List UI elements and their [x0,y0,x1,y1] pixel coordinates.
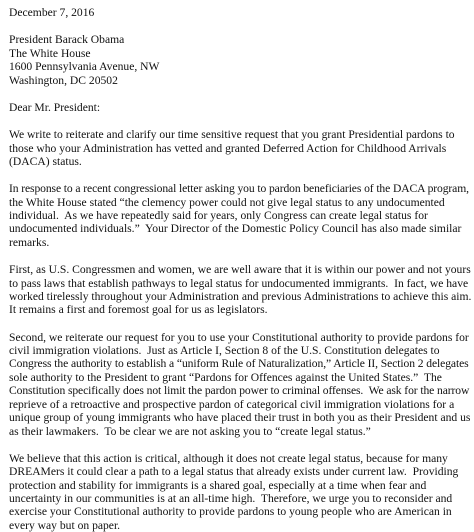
body-paragraph-1 [9,128,471,168]
letter-page [9,6,471,532]
recipient-address [9,33,471,87]
paragraph-spacer [9,317,471,331]
letter-date: December 7, 2016 [9,6,95,19]
paragraph-spacer [9,114,471,128]
paragraph-line: sole authority to the President to grant “Pardons for Offences against the United States.” The [9,370,442,384]
paragraph-line: exercise your Constitutional authority to provide pardons to young people who are American in [9,505,452,519]
paragraph-line: We believe that this action is critical, although it does not create legal status, because for many [9,451,448,465]
paragraph-line: Constitution specifically does not limit the pardon power to criminal offenses. We ask for the narrow [9,384,470,398]
paragraph-spacer [9,19,471,33]
paragraph-line: remarks. [9,235,50,249]
salutation: Dear Mr. President: [9,100,101,114]
paragraph-line: In response to a recent congressional letter asking you to pardon beneficiaries of the DACA program, [9,182,469,196]
body-paragraph-4 [9,331,471,438]
paragraph-line: unique group of young immigrants who have placed their trust in both you as their President and us [9,411,471,425]
paragraph-line: uncertainty in our communities is at an all-time high. Therefore, we urge you to reconsider and [9,492,453,506]
paragraph-line: individual. As we have repeatedly said for years, only Congress can create legal status for [9,209,428,223]
paragraph-line: protection and stability for immigrants is a shared goal, especially at a time when fear and [9,478,427,492]
recipient-name: President Barack Obama [9,33,125,47]
paragraph-line: (DACA) status. [9,154,82,168]
paragraph-line: those who your Administration has vetted and granted Deferred Action for Childhood Arrivals [9,141,447,155]
paragraph-line: the White House stated “the clemency power could not give legal status to any undocumented [9,195,445,209]
paragraph-spacer [9,87,471,101]
paragraph-line: to pass laws that establish pathways to legal status for undocumented immigrants. In fact, we have [9,276,469,290]
body-paragraph-3 [9,263,471,317]
body-paragraph-2 [9,182,471,249]
paragraph-line: DREAMers it could clear a path to a legal status that already exists under current law. Providing [9,465,459,479]
paragraph-line: civil immigration violations. Just as Article I, Section 8 of the U.S. Constitution delegates to [9,344,440,358]
paragraph-line: Congress the authority to establish a “uniform Rule of Naturalization,” Article II, Section 2 delegates [9,357,469,371]
paragraph-line: as their lawmakers. To be clear we are not asking you to “create legal status.” [9,424,371,438]
paragraph-line: reprieve of a retroactive and prospective pardon of categorical civil immigration violations for a [9,397,455,411]
recipient-office: The White House [9,46,91,60]
paragraph-spacer [9,168,471,182]
paragraph-line: worked tirelessly throughout your Administration and previous Administrations to achieve this aim. [9,289,472,303]
paragraph-line: First, as U.S. Congressmen and women, we are well aware that it is within our power and not yours [9,263,471,277]
recipient-city: Washington, DC 20502 [9,73,118,87]
paragraph-spacer [9,438,471,452]
paragraph-line: every way but on paper. [9,518,121,532]
paragraph-spacer [9,249,471,263]
body-paragraph-5 [9,452,471,532]
recipient-street: 1600 Pennsylvania Avenue, NW [9,60,160,74]
paragraph-line: undocumented individuals.” Your Director of the Domestic Policy Council has also made similar [9,222,462,236]
paragraph-line: We write to reiterate and clarify our time sensitive request that you grant Presidential pardons to [9,128,455,142]
paragraph-line: It remains a first and foremost goal for us as legislators. [9,303,268,317]
paragraph-line: Second, we reiterate our request for you to use your Constitutional authority to provide pardons for [9,330,469,344]
